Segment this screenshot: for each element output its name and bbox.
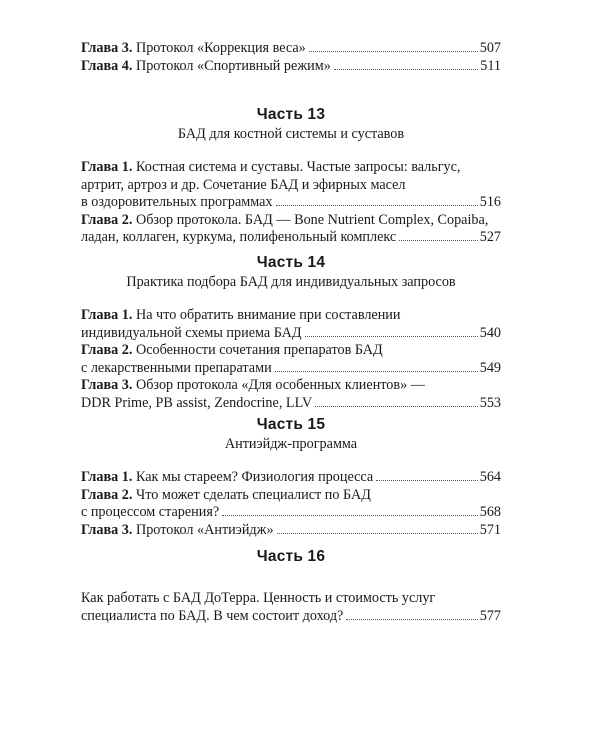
page-number: 511 (480, 57, 501, 74)
entry-text: DDR Prime, PB assist, Zendocrine, LLV (81, 394, 313, 411)
page-number: 577 (479, 607, 501, 624)
toc-entry (81, 522, 501, 540)
part-subtitle: Практика подбора БАД для индивидуальных запросов (126, 274, 456, 290)
toc-entry (81, 377, 501, 412)
chapter-label: Глава 2. (81, 342, 133, 358)
part-section (81, 548, 501, 625)
toc-entry (81, 469, 501, 487)
entry-text: в оздоровительных программах (81, 194, 273, 210)
chapter-label: Глава 4. (81, 57, 133, 74)
top-entries (81, 40, 501, 75)
part-section (81, 254, 501, 412)
page-number: 540 (479, 324, 501, 341)
chapter-label: Глава 2. (81, 211, 133, 228)
page-number: 553 (479, 394, 501, 411)
entry-text: ладан, коллаген, куркума, полифенольный комплекс (81, 229, 397, 245)
toc-entry (81, 342, 501, 377)
page-number: 549 (479, 359, 501, 376)
toc-entry (81, 159, 501, 212)
toc-entry (81, 487, 501, 522)
chapter-label: Глава 1. (81, 307, 133, 323)
part-title: Часть 13 (256, 106, 326, 123)
entry-text: Особенности сочетания препаратов БАД (135, 342, 383, 358)
chapter-label: Глава 3. (81, 521, 133, 538)
page-number: 568 (479, 504, 501, 520)
entry-text: На что обратить внимание при составлении (135, 307, 401, 323)
page-number: 516 (479, 194, 501, 210)
chapter-label: Глава 3. (81, 377, 133, 393)
page-number: 507 (479, 40, 501, 56)
entry-text: артрит, артроз и др. Сочетание БАД и эфирных масел (81, 176, 406, 193)
entry-text: Как мы стареем? Физиология процесса (135, 469, 374, 485)
chapter-label: Глава 1. (81, 159, 133, 175)
entry-text: Протокол «Антиэйдж» (135, 521, 274, 538)
toc-entry (81, 40, 501, 58)
chapter-label: Глава 2. (81, 486, 133, 503)
part-section (81, 106, 501, 247)
part-title: Часть 15 (256, 416, 326, 433)
chapter-label: Глава 3. (81, 40, 133, 56)
page-number: 571 (479, 521, 501, 538)
entry-text: Костная система и суставы. Частые запросы: вальгус, (135, 159, 461, 175)
toc-entry (81, 212, 501, 247)
part-title: Часть 14 (256, 254, 326, 271)
part-subtitle: БАД для костной системы и суставов (177, 126, 405, 142)
entry-text: Обзор протокола «Для особенных клиентов» — (135, 377, 425, 393)
entry-text: с лекарственными препаратами (81, 359, 272, 376)
entry-text: индивидуальной схемы приема БАД (81, 324, 302, 341)
entry-text: Протокол «Спортивный режим» (135, 57, 331, 74)
part-title: Часть 16 (256, 548, 326, 565)
entry-text: Как работать с БАД ДоТерра. Ценность и стоимость услуг (81, 590, 436, 606)
toc-entry (81, 590, 501, 625)
entry-text: Что может сделать специалист по БАД (135, 486, 371, 503)
entry-text: специалиста по БАД. В чем состоит доход? (81, 607, 344, 624)
entry-text: Протокол «Коррекция веса» (135, 40, 306, 56)
entry-text: Обзор протокола. БАД — Bone Nutrient Complex, Copaiba, (135, 211, 489, 228)
toc-entry (81, 307, 501, 342)
part-section (81, 416, 501, 539)
toc-entry (81, 58, 501, 76)
page-number: 527 (479, 229, 501, 245)
page-number: 564 (479, 469, 501, 485)
chapter-label: Глава 1. (81, 469, 133, 485)
part-subtitle: Антиэйдж-программа (224, 436, 358, 452)
entry-text: с процессом старения? (81, 504, 220, 520)
